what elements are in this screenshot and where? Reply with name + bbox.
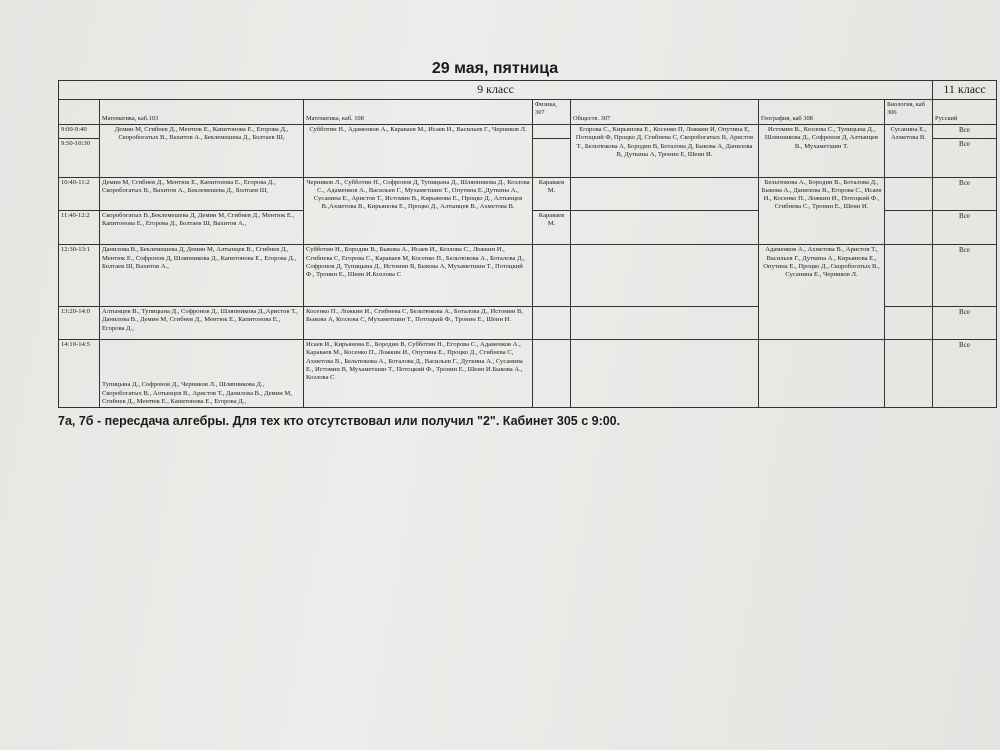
- cell-russian-slot7: Все: [933, 340, 997, 408]
- time-slot-2: 9:50-10:30: [59, 138, 100, 177]
- cell-math108-slot7: Исаев И., Кирьянова Е., Бородин В, Субботин Н., Егорова С., Адаменков А., Караваев М., Косенко П., Ложкин И., Опутина Е., Процко Д., Сгибнева С, Ахметова В., Бельтюкова А., Боталова Д., Васильев Г., Дуткина А., Сусанина Е., Истомин В, Мухаметшин Т., Потоцкий Ф., Тронин Е., Шеин И.Быкова А., Козлова С: [304, 340, 533, 408]
- time-slot-1: 9:00-9:40: [59, 125, 100, 138]
- header-russian: Русский: [933, 99, 997, 125]
- cell-biology-slot6: [885, 307, 933, 340]
- cell-physics-slot4: Караваев М.: [533, 210, 571, 245]
- cell-math103-slot4: Скоробогатых В.,Беклемешева Д, Демин М, Сгибнев Д., Ментюк Е., Капитонова Е., Егорова Д., Болтаев Ш, Вахитов А.,: [100, 210, 304, 245]
- time-header: [59, 99, 100, 125]
- header-social: Обществ. 307: [571, 99, 759, 125]
- cell-math108-slot3: Черников Л., Субботин Н., Софронов Д, Тупицына Д., Шляпникова Д., Козлова С., Адаменков А., Васильев Г., Мухаметшин Т., Опутина Е.,Дуткина А., Сусанина Е., Аристов Т., Истомин В., Кирьянова Е., Процко Д., Алтынцев В.,Ахметова В., Кирьянова Е., Процко Д., Алтынцев В., Ахметова В.: [304, 177, 533, 245]
- cell-social-slot1: Егорова С., Кирьянова Е., Косенко П, Ложкин И, Опутина Е, Потоцкий Ф, Процко Д, Сгибнева С, Скоробогатых В, Аристов Т., Бельтюкова А, Бородин В, Боталова Д, Быкова А, Данилова В, Дуткина А, Тронин Е, Шеин И.: [571, 125, 759, 177]
- cell-physics-slot1: [533, 125, 571, 138]
- cell-biology-slot5: [885, 245, 933, 307]
- cell-math108-slot1: Субботин Н., Адаменков А., Караваев М., Исаев И., Васильев Г., Черников Л.: [304, 125, 533, 177]
- time-slot-7: 14:10-14:5: [59, 340, 100, 408]
- cell-physics-slot6: [533, 307, 571, 340]
- cell-social-slot7: [571, 340, 759, 408]
- cell-social-slot4: [571, 210, 759, 245]
- cell-physics-slot3: Караваев М.: [533, 177, 571, 210]
- grade-11-header: 11 класс: [933, 81, 997, 100]
- grade-9-header: 9 класс: [59, 81, 933, 100]
- cell-biology-slot4: [885, 210, 933, 245]
- cell-math108-slot6: Косенко П., Ложкин И., Сгибнева С, Бельтюкова А., Боталова Д., Истомин В, Быкова А, Козлова С, Мухаметшин Т., Потоцкий Ф., Тронин Е., Шеин И.: [304, 307, 533, 340]
- cell-russian-slot6: Все: [933, 307, 997, 340]
- cell-math103-slot3: Демин М, Сгибнев Д., Ментюк Е., Капитонова Е., Егорова Д., Скоробогатых В., Вахитов А., Беклемешева Д., Болтаев Ш,: [100, 177, 304, 210]
- cell-math108-slot5: Субботин Н., Бородин В., Быкова А., Исаев И., Козлова С., Ложкин И., Сгибнева С, Егорова С., Караваев М, Косенко П., Бельтюкова А., Боталова Д., Софронов Д, Тупицына Д., Истомин В, Быкова А, Мухаметшин Т., Потоцкий Ф., Тронин Е., Шеин И.Козлова С: [304, 245, 533, 307]
- cell-physics-slot2: [533, 138, 571, 177]
- time-slot-4: 11:40-12:2: [59, 210, 100, 245]
- header-geography: География, каб 308: [759, 99, 885, 125]
- cell-social-slot3: [571, 177, 759, 210]
- cell-math103-slot7: Тупицына Д., Софронов Д., Черников Л., Шляпникова Д., Скоробогатых В., Алтынцев В., Аристов Т., Данилова В., Демин М, Сгибнев Д., Ментюк Е., Капитонова Е., Егорова Д.,: [100, 340, 304, 408]
- cell-geography-slot5: Адаменков А., Ахметова В., Аристов Т., Васильев Г., Дуткина А., Кирьянова Е., Опутина Е., Процко Д., Скоробогатых В., Сусанина Е., Черников Л.: [759, 245, 885, 340]
- header-biology: Биология, каб 306: [885, 99, 933, 125]
- page-title: 29 мая, пятница: [431, 60, 559, 77]
- cell-math103-slot1: Демин М, Сгибнев Д., Ментюк Е., Капитонова Е., Егорова Д., Скоробогатых В., Вахитов А., Беклемешева Д., Болтаев Ш,: [100, 125, 304, 177]
- schedule-table: [58, 80, 997, 408]
- cell-social-slot6: [571, 307, 759, 340]
- header-math-108: Математика, каб. 108: [304, 99, 533, 125]
- cell-russian-slot2: Все: [933, 138, 997, 177]
- time-slot-5: 12:30-13:1: [59, 245, 100, 307]
- cell-social-slot5: [571, 245, 759, 307]
- cell-russian-slot4: Все: [933, 210, 997, 245]
- time-slot-3: 10:40-11:2: [59, 177, 100, 210]
- cell-physics-slot5: [533, 245, 571, 307]
- cell-russian-slot5: Все: [933, 245, 997, 307]
- header-math-103: Математика, каб.103: [100, 99, 304, 125]
- cell-biology-slot3: [885, 177, 933, 210]
- header-physics: Физика, 307: [533, 99, 571, 125]
- cell-geography-slot1: Истомин В., Козлова С., Тупицына Д., Шляпникова Д., Софронов Д, Алтынцев В., Мухаметшин Т.: [759, 125, 885, 177]
- retake-note: 7а, 7б - пересдача алгебры. Для тех кто отсутствовал или получил "2". Кабинет 305 с 9:00.: [58, 414, 621, 428]
- cell-russian-slot3: Все: [933, 177, 997, 210]
- cell-russian-slot1: Все: [933, 125, 997, 138]
- cell-math103-slot5: Данилова В., Беклемешева Д, Демин М, Алтынцев В., Сгибнев Д., Ментюк Е., Софронов Д, Шляпникова Д., Капитонова Е., Егорова Д., Болтаев Ш, Вахитов А.,: [100, 245, 304, 307]
- cell-physics-slot7: [533, 340, 571, 408]
- time-slot-6: 13:20-14:0: [59, 307, 100, 340]
- cell-biology-slot1: Сусанина Е., Ахметова В.: [885, 125, 933, 177]
- cell-math103-slot6: Алтынцев В., Тупицына Д., Софронов Д., Шляпникова Д.,Аристов Т., Данилова В., Демин М, Сгибнев Д., Ментюк Е., Капитонова Е., Егорова Д.,: [100, 307, 304, 340]
- cell-geography-slot3: Бельтюкова А., Бородин В., Боталова Д., Быкова А., Данилова В., Егорова С., Исаев И., Косенко П., Ложкин И., Потоцкий Ф., Сгибнева С., Тронин Е., Шеин И.: [759, 177, 885, 245]
- cell-biology-slot7: [885, 340, 933, 408]
- cell-geography-slot7: [759, 340, 885, 408]
